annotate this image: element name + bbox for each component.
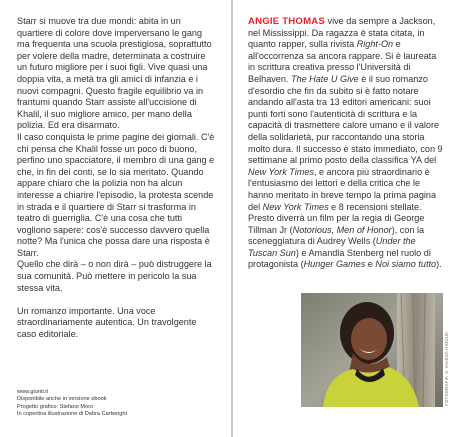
photo-credit: FOTOGRAFIA © ANISSA HIDOUK (444, 331, 449, 406)
author-photo (301, 293, 443, 407)
synopsis-paragraph: Starr si muove tra due mondi: abita in un quartiere di colore dove imperversano le gang ma frequenta una scuola prestigiosa, soprattutto per volere della madre, determinata a costruire un futuro migliore per i suoi figli. Vive quasi una doppia vita, a metà tra gli amici di infanzia e i nuovi compagni. Questo fragile equilibrio va in frantumi quando Starr assiste all'uccisione di Khalil, il suo migliore amico, per mano della polizia. Ed era disarmato. (17, 16, 212, 131)
synopsis-paragraph: Quello che dirà – o non dirà – può distruggere la sua comunità. Può mettere in pericolo la sua stessa vita. (17, 259, 212, 293)
magazine-title: Right-On (356, 39, 394, 50)
bio-text: ). (436, 259, 442, 270)
film-title: Notorious, Men of Honor (292, 224, 392, 235)
author-bio-paragraph (248, 16, 444, 271)
bio-text: e 8 recensioni stellate. Presto diverrà un film per la regia di George Tillman Jr ( (248, 201, 425, 235)
synopsis (17, 16, 215, 341)
newspaper-title: New York Times (262, 201, 329, 212)
film-title: Under the Tuscan Sun (248, 236, 416, 258)
blurb: Un romanzo importante. Una voce straordinariamente autentica. Un travolgente caso editoriale. (17, 305, 197, 340)
bio-text: ) e Amandla Stenberg nel ruolo di protagonista ( (248, 247, 431, 270)
bio-text: e (365, 259, 376, 270)
newspaper-title: New York Times (248, 166, 314, 177)
bio-text: e all'occorrenza sa ancora rappare. Si è laureata in scrittura creativa presso l'Università di Belhaven. (248, 39, 437, 84)
film-title: Noi siamo tutto (375, 259, 437, 270)
bio-text: , e ancora più straordinario è l'entusiasmo dei lettori e della critica che le hanno meritato in breve tempo la prima pagina del (248, 166, 437, 212)
author-bio (248, 16, 444, 271)
synopsis-paragraph: Il caso conquista le prime pagine dei giornali. C'è chi pensa che Khalil fosse un poco di buono, perfino uno spacciatore, il membro di una gang e che, in fin dei conti, se lo sia meritato. Quando appare chiaro che la polizia non ha alcun interesse a chiarire l'episodio, la protesta scende in strada e il quartiere di Starr si trasforma in teatro di guerriglia. C'è una cosa che tutti vogliono sapere: cos'è successo davvero quella notte? Ma l'unica che possa dare una risposta è Starr. (17, 131, 215, 258)
bio-text: è il suo romanzo d'esordio che fin da subito si è fatto notare andando all'asta tra 13 editori americani: suoi punti forti sono l'autenticità di scrittura e la capacità di trasmettere calore umano e il valore della solidarietà, pur raccontando una storia molto dura. Il successo è stato immediato, con 9 settimane al primo posto della classifica YA del (248, 73, 443, 166)
spacer (17, 294, 215, 306)
film-title: Hunger Games (303, 259, 366, 270)
website-credit: www.giunti.it (17, 389, 49, 395)
cover-credit: In copertina illustrazione di Debra Cartwright (17, 411, 128, 418)
colophon-credits (17, 389, 217, 419)
author-name: ANGIE THOMAS (248, 16, 326, 27)
bio-text: vive da sempre a Jackson, nel Mississippi. Da ragazza è stata citata, in quanto rapper, sulla rivista (248, 16, 436, 50)
book-title: The Hate U Give (290, 73, 359, 84)
author-portrait-image (301, 293, 443, 407)
ebook-credit: Disponibile anche in versione ebook (17, 396, 107, 403)
design-credit: Progetto grafico: Stefano Moro (17, 403, 94, 410)
bio-text: ), con la sceneggiatura di Audrey Wells ( (248, 224, 425, 247)
